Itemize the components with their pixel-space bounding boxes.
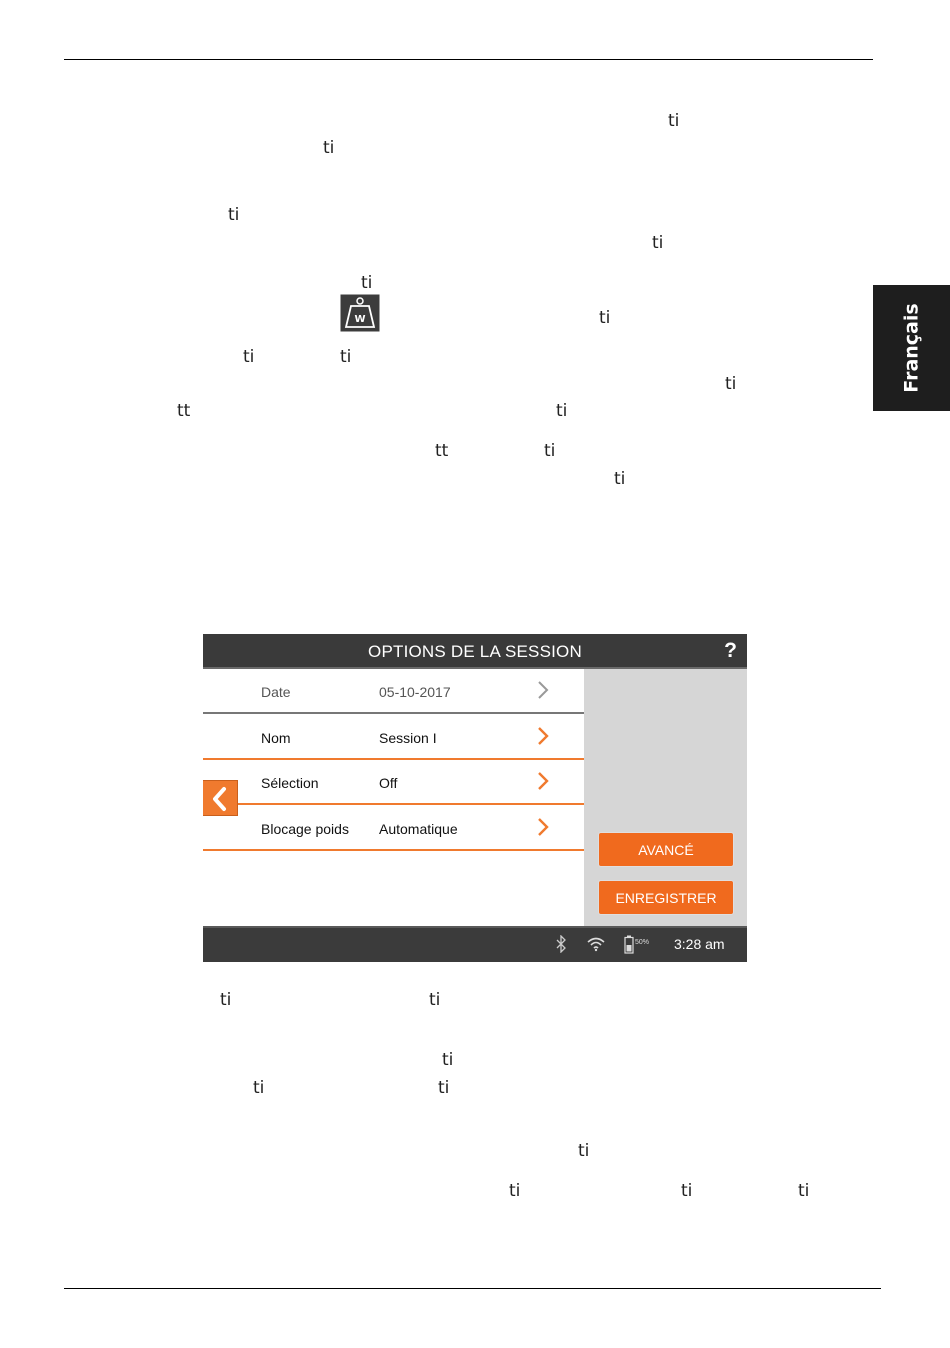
row-value: Automatique	[379, 821, 458, 837]
row-date[interactable]	[203, 669, 584, 714]
ligature-fragment: ti	[438, 1078, 450, 1098]
ligature-fragment: ti	[578, 1141, 590, 1161]
battery-percent: 50%	[635, 939, 650, 946]
save-button[interactable]: ENREGISTRER	[598, 880, 734, 915]
bottom-rule	[64, 1288, 881, 1289]
ligature-fragment: ti	[544, 441, 556, 461]
ligature-fragment: ti	[681, 1181, 693, 1201]
screen-title: OPTIONS DE LA SESSION	[368, 642, 582, 661]
ligature-fragment: ti	[725, 374, 737, 394]
ligature-fragment: ti	[323, 138, 335, 158]
ligature-fragment: ti	[668, 111, 680, 131]
row-name[interactable]	[203, 715, 584, 760]
row-value: Session I	[379, 730, 437, 746]
chevron-right-icon	[536, 816, 550, 838]
row-weight-lock[interactable]	[203, 806, 584, 851]
row-divider	[203, 849, 584, 851]
status-bar	[203, 926, 747, 962]
ligature-fragment: tt	[177, 401, 191, 421]
row-label: Date	[261, 684, 291, 700]
ligature-fragment: ti	[556, 401, 568, 421]
row-value: 05-10-2017	[379, 684, 451, 700]
row-label: Sélection	[261, 775, 319, 791]
row-label: Nom	[261, 730, 291, 746]
row-selection[interactable]	[203, 760, 584, 805]
chevron-right-icon	[536, 770, 550, 792]
battery-icon	[624, 935, 634, 954]
ligature-fragment: ti	[220, 990, 232, 1010]
ligature-fragment: ti	[228, 205, 240, 225]
row-label: Blocage poids	[261, 821, 349, 837]
ligature-fragment: ti	[652, 233, 664, 253]
ligature-fragment: ti	[509, 1181, 521, 1201]
ligature-fragment: ti	[361, 273, 373, 293]
back-button[interactable]	[203, 780, 238, 816]
advanced-button[interactable]: AVANCÉ	[598, 832, 734, 867]
ligature-fragment: ti	[614, 469, 626, 489]
screen-title-bar	[203, 634, 747, 669]
chevron-right-icon	[536, 725, 550, 747]
help-icon[interactable]: ?	[724, 639, 737, 662]
ligature-fragment: ti	[253, 1078, 265, 1098]
top-rule	[64, 59, 873, 60]
svg-text:W: W	[354, 314, 366, 325]
bluetooth-icon	[555, 935, 567, 953]
language-tab[interactable]	[873, 285, 950, 411]
weight-icon	[340, 294, 380, 332]
session-options-screen	[203, 634, 747, 962]
row-divider	[203, 712, 584, 714]
ligature-fragment: ti	[442, 1050, 454, 1070]
ligature-fragment: ti	[798, 1181, 810, 1201]
chevron-left-icon	[203, 781, 238, 817]
wifi-icon	[586, 936, 606, 952]
language-tab-label: Français	[900, 303, 923, 393]
chevron-right-icon	[536, 679, 550, 701]
clock: 3:28 am	[674, 936, 725, 952]
ligature-fragment: ti	[243, 347, 255, 367]
ligature-fragment: ti	[340, 347, 352, 367]
ligature-fragment: tt	[435, 441, 449, 461]
ligature-fragment: ti	[429, 990, 441, 1010]
ligature-fragment: ti	[599, 308, 611, 328]
row-value: Off	[379, 775, 398, 791]
row-divider	[203, 803, 584, 805]
